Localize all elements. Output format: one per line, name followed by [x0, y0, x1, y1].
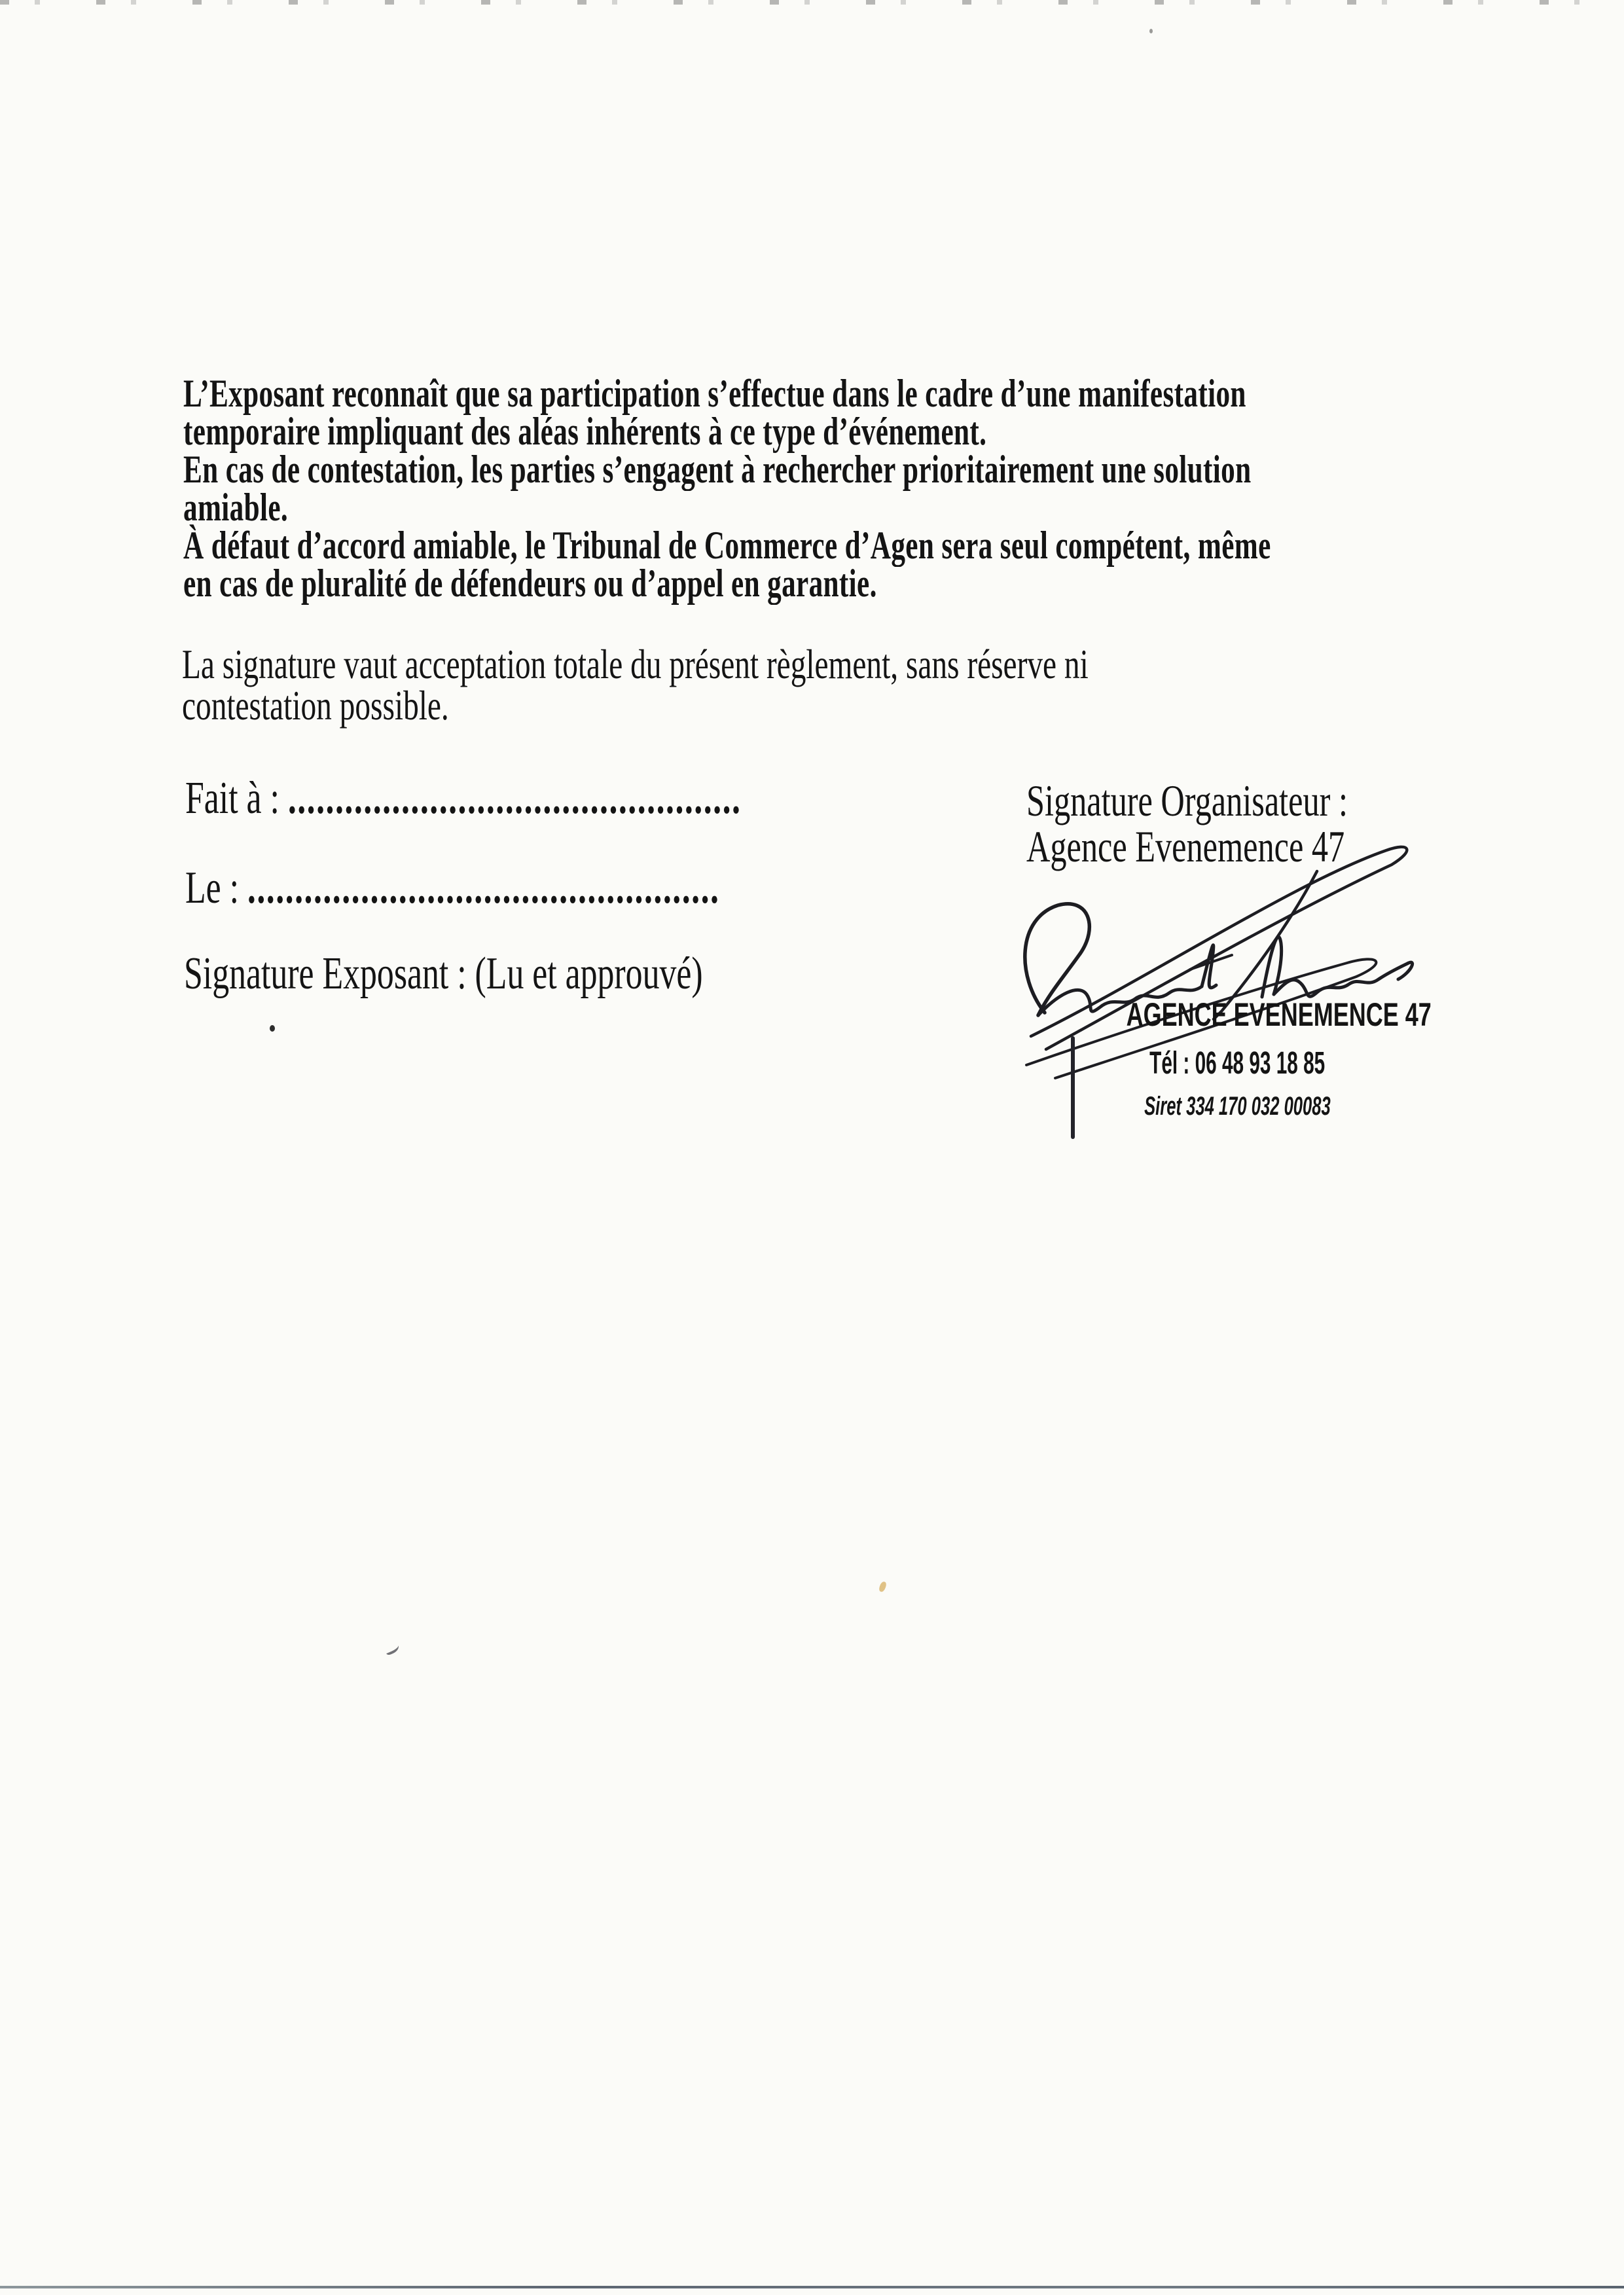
fait-a-label: Fait à :: [185, 773, 280, 823]
le-dotted-line: ..................................................: [247, 863, 720, 913]
le-field: [185, 865, 907, 911]
terms-line: À défaut d’accord amiable, le Tribunal de Commerce d’Agen sera seul compétent, même: [183, 524, 1271, 567]
acceptance-paragraph: [182, 641, 1407, 729]
terms-line: en cas de pluralité de défendeurs ou d’appel en garantie.: [183, 562, 877, 605]
terms-line: L’Exposant reconnaît que sa participation s’effectue dans le cadre d’une manifestation: [183, 372, 1246, 415]
stamp-phone: Tél : 06 48 93 18 85: [1149, 1046, 1326, 1081]
scan-speck: [1149, 29, 1153, 33]
fait-a-dotted-line: ................................................: [287, 773, 742, 823]
terms-line: temporaire impliquant des aléas inhérents à ce type d’événement.: [183, 410, 987, 453]
signature-exposant-label: Signature Exposant : (Lu et approuvé): [184, 949, 703, 999]
signature-organisateur-title: Signature Organisateur :: [1026, 776, 1348, 825]
stray-pen-mark: [384, 1642, 401, 1656]
le-label: Le :: [185, 863, 239, 913]
handwritten-signature: [982, 822, 1432, 1083]
scanner-top-edge-noise: [0, 0, 1624, 5]
scan-speck: [878, 1581, 888, 1593]
terms-line: En cas de contestation, les parties s’engagent à rechercher prioritairement une solution: [183, 448, 1252, 491]
stray-ink-dot: [270, 1025, 275, 1032]
organizer-name: Agence Evenemence 47: [1026, 822, 1345, 871]
fait-a-field: [185, 773, 937, 823]
acceptance-line: La signature vaut acceptation totale du présent règlement, sans réserve ni: [182, 641, 1089, 687]
terms-bold-paragraph: [183, 372, 1624, 605]
scanner-bottom-edge-line: [0, 2286, 1624, 2288]
acceptance-line: contestation possible.: [182, 682, 449, 729]
terms-line: amiable.: [183, 486, 289, 529]
stamp-company-name: AGENCE EVENEMENCE 47: [1126, 996, 1432, 1033]
stamp-siret: Siret 334 170 032 00083: [1144, 1092, 1331, 1121]
pen-vertical-stroke: [1071, 1036, 1075, 1139]
